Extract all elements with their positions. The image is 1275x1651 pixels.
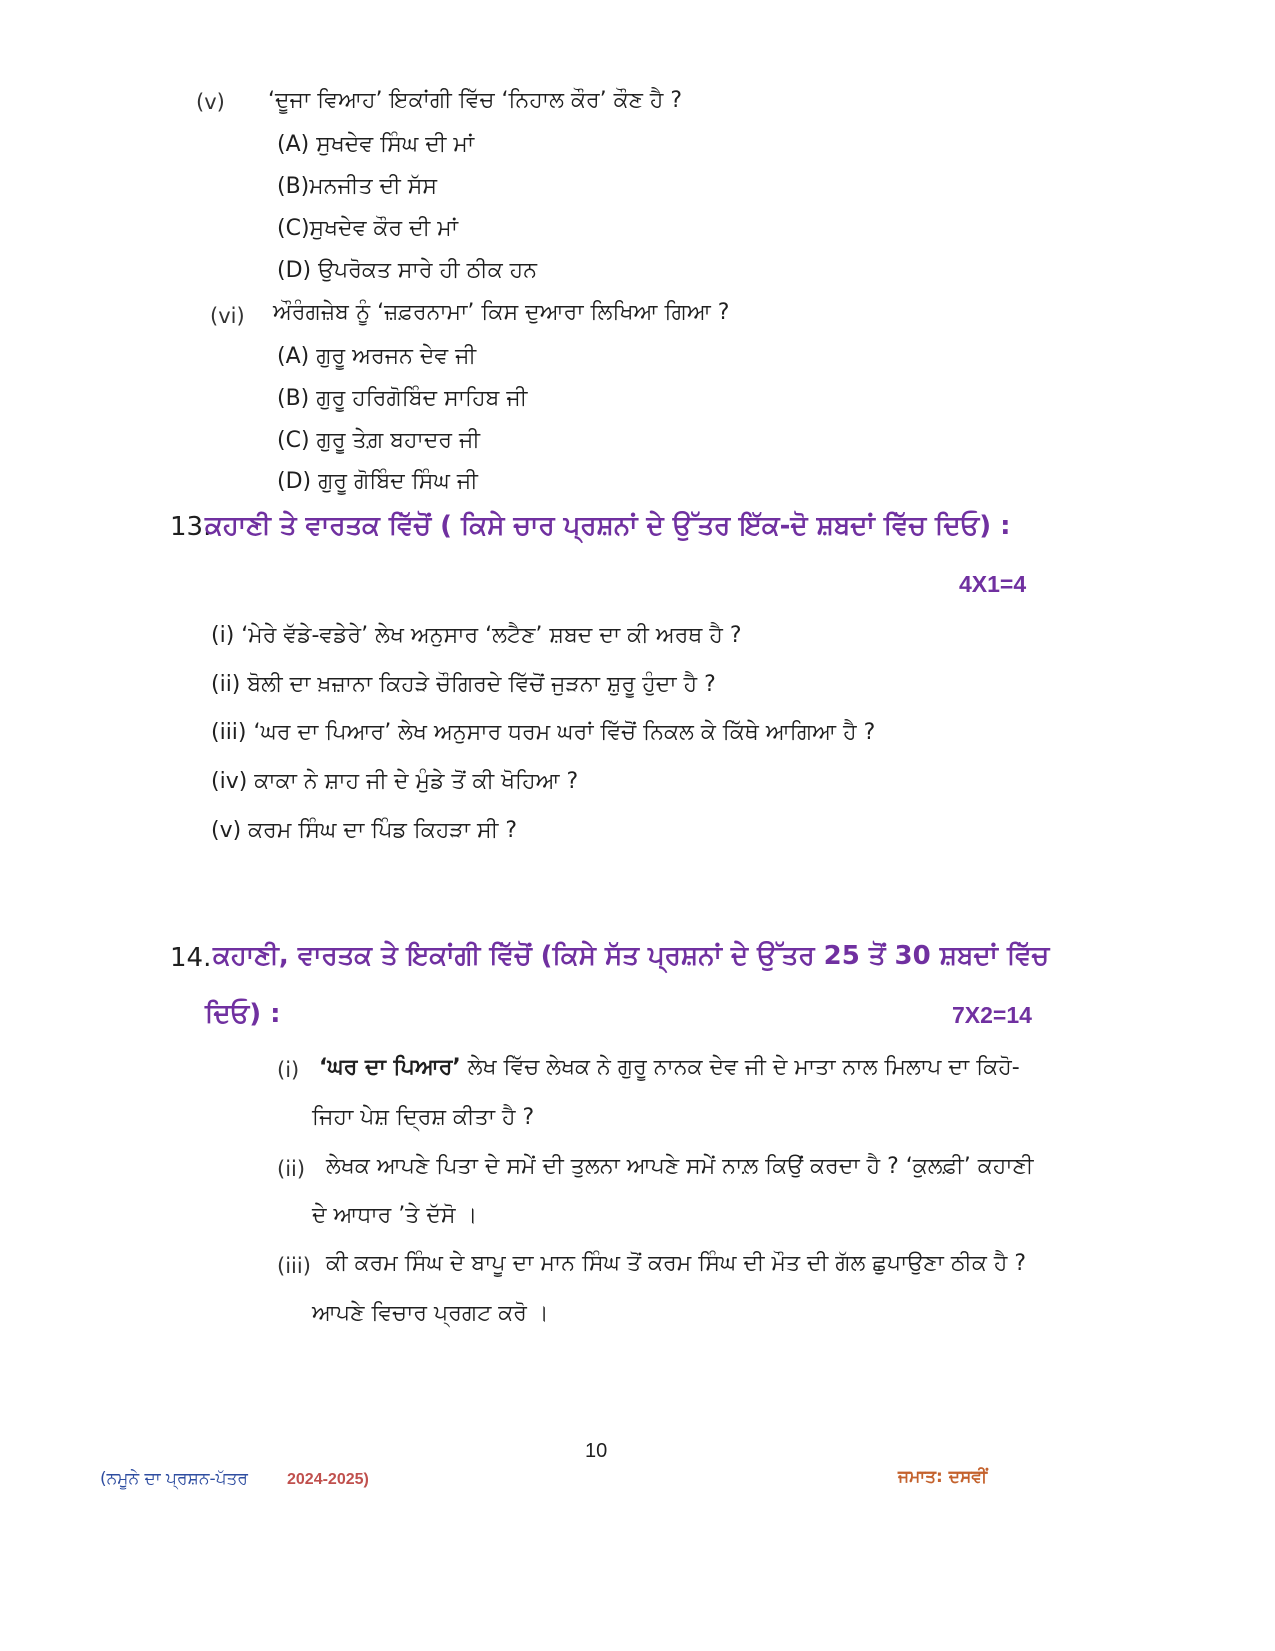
q13-item-iii: (iii) ‘ਘਰ ਦਾ ਪਿਆਰ’ ਲੇਖ ਅਨੁਸਾਰ ਧਰਮ ਘਰਾਂ ਵਿੱਚੋਂ ਨਿਕਲ ਕੇ ਕਿੱਥੇ ਆਗਿਆ ਹੈ ?: [211, 720, 876, 745]
q13-number: 13.: [170, 512, 212, 542]
q14-i-title: ‘ਘਰ ਦਾ ਪਿਆਰ’: [319, 1055, 461, 1080]
q14-heading-line2: ਦਿਓ) :: [205, 999, 281, 1029]
q14-i-text-line2: ਜਿਹਾ ਪੇਸ਼ ਦ੍ਰਿਸ਼ ਕੀਤਾ ਹੈ ?: [312, 1105, 535, 1130]
q14-ii-text: ਲੇਖਕ ਆਪਣੇ ਪਿਤਾ ਦੇ ਸਮੇਂ ਦੀ ਤੁਲਨਾ ਆਪਣੇ ਸਮੇਂ ਨਾਲ਼ ਕਿਉਂ ਕਰਦਾ ਹੈ ? ‘ਕੁਲਫ਼ੀ’ ਕਹਾਣੀ: [326, 1154, 1034, 1179]
q14-marks: 7X2=14: [952, 1002, 1032, 1028]
q12-vi-option-d: (D) ਗੁਰੂ ਗੋਬਿੰਦ ਸਿੰਘ ਜੀ: [277, 469, 478, 494]
q12-v-option-b: (B)ਮਨਜੀਤ ਦੀ ਸੱਸ: [277, 174, 438, 199]
q13-item-i: (i) ‘ਮੇਰੇ ਵੱਡੇ-ਵਡੇਰੇ’ ਲੇਖ ਅਨੁਸਾਰ ‘ਲਟੈਣ’ ਸ਼ਬਦ ਦਾ ਕੀ ਅਰਥ ਹੈ ?: [211, 623, 742, 648]
q12-v-option-c: (C)ਸੁਖਦੇਵ ਕੌਰ ਦੀ ਮਾਂ: [277, 216, 458, 241]
q12-vi-option-b: (B) ਗੁਰੂ ਹਰਿਗੋਬਿੰਦ ਸਾਹਿਬ ਜੀ: [277, 386, 528, 411]
q14-heading-line1: ਕਹਾਣੀ, ਵਾਰਤਕ ਤੇ ਇਕਾਂਗੀ ਵਿੱਚੋਂ (ਕਿਸੇ ਸੱਤ ਪ੍ਰਸ਼ਨਾਂ ਦੇ ਉੱਤਰ 25 ਤੋਂ 30 ਸ਼ਬਦਾਂ ਵਿੱਚ: [213, 941, 1050, 971]
q13-heading: ਕਹਾਣੀ ਤੇ ਵਾਰਤਕ ਵਿੱਚੋਂ ( ਕਿਸੇ ਚਾਰ ਪ੍ਰਸ਼ਨਾਂ ਦੇ ਉੱਤਰ ਇੱਕ-ਦੋ ਸ਼ਬਦਾਂ ਵਿੱਚ ਦਿਓ) :: [205, 511, 1011, 541]
q12-v-number: (v): [196, 90, 225, 114]
q14-ii-text-line2: ਦੇ ਆਧਾਰ ’ਤੇ ਦੱਸੋ ।: [312, 1203, 478, 1228]
q14-i-text: [319, 1055, 1020, 1080]
q13-item-ii: (ii) ਬੋਲੀ ਦਾ ਖ਼ਜ਼ਾਨਾ ਕਿਹੜੇ ਚੌਗਿਰਦੇ ਵਿੱਚੋਂ ਜੁੜਨਾ ਸ਼ੁਰੂ ਹੁੰਦਾ ਹੈ ?: [211, 672, 716, 697]
q12-vi-option-c: (C) ਗੁਰੂ ਤੇਗ਼ ਬਹਾਦਰ ਜੀ: [277, 428, 481, 453]
q14-i-rest: ਲੇਖ ਵਿੱਚ ਲੇਖਕ ਨੇ ਗੁਰੂ ਨਾਨਕ ਦੇਵ ਜੀ ਦੇ ਮਾਤਾ ਨਾਲ ਮਿਲਾਪ ਦਾ ਕਿਹੋ-: [460, 1055, 1020, 1080]
footer-class: ਜਮਾਤ: ਦਸਵੀਂ: [898, 1467, 988, 1487]
q12-vi-question: ਔਰੰਗਜ਼ੇਬ ਨੂੰ ‘ਜ਼ਫ਼ਰਨਾਮਾ’ ਕਿਸ ਦੁਆਰਾ ਲਿਖਿਆ ਗਿਆ ?: [273, 300, 730, 325]
q13-marks: 4X1=4: [959, 571, 1027, 597]
page-number: 10: [585, 1440, 608, 1462]
q12-v-option-d: (D) ਉਪਰੋਕਤ ਸਾਰੇ ਹੀ ਠੀਕ ਹਨ: [277, 258, 537, 283]
q13-item-v: (v) ਕਰਮ ਸਿੰਘ ਦਾ ਪਿੰਡ ਕਿਹੜਾ ਸੀ ?: [211, 818, 517, 843]
q12-vi-number: (vi): [210, 304, 245, 328]
q12-vi-option-a: (A) ਗੁਰੂ ਅਰਜਨ ਦੇਵ ਜੀ: [277, 344, 477, 369]
q14-ii-number: (ii): [277, 1157, 306, 1181]
q14-number: 14.: [170, 943, 212, 973]
q14-iii-text-line2: ਆਪਣੇ ਵਿਚਾਰ ਪ੍ਰਗਟ ਕਰੋ ।: [312, 1301, 549, 1326]
q14-i-number: (i): [277, 1058, 300, 1082]
q12-v-question: ‘ਦੂਜਾ ਵਿਆਹ’ ਇਕਾਂਗੀ ਵਿੱਚ ‘ਨਿਹਾਲ ਕੌਰ’ ਕੌਣ ਹੈ ?: [268, 88, 683, 113]
q13-item-iv: (iv) ਕਾਕਾ ਨੇ ਸ਼ਾਹ ਜੀ ਦੇ ਮੁੰਡੇ ਤੋਂ ਕੀ ਖੋਹਿਆ ?: [211, 769, 579, 794]
q12-v-option-a: (A) ਸੁਖਦੇਵ ਸਿੰਘ ਦੀ ਮਾਂ: [277, 132, 475, 157]
q14-iii-text: ਕੀ ਕਰਮ ਸਿੰਘ ਦੇ ਬਾਪੂ ਦਾ ਮਾਨ ਸਿੰਘ ਤੋਂ ਕਰਮ ਸਿੰਘ ਦੀ ਮੌਤ ਦੀ ਗੱਲ ਛੁਪਾਉਣਾ ਠੀਕ ਹੈ ?: [326, 1251, 1027, 1276]
footer-paper-title: (ਨਮੂਨੇ ਦਾ ਪ੍ਰਸ਼ਨ-ਪੱਤਰ: [100, 1469, 248, 1489]
footer-year: 2024-2025): [287, 1471, 369, 1488]
q14-iii-number: (iii): [277, 1254, 311, 1278]
